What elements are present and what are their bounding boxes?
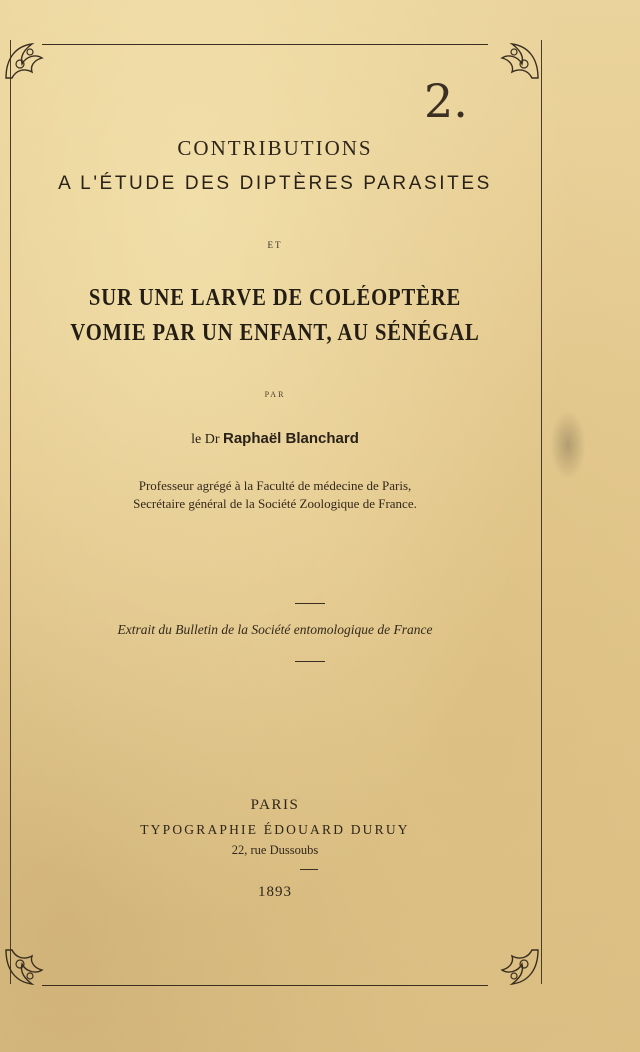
separator-rule-2 <box>295 661 325 662</box>
top-rule <box>42 44 488 45</box>
corner-ornament-bottom-left-icon <box>2 944 48 990</box>
paper-stain <box>550 410 586 480</box>
author-line <box>10 430 540 448</box>
affiliation-line-2: Secrétaire général de la Société Zoologique de France. <box>133 496 417 511</box>
author-name: Raphaël Blanchard <box>223 430 359 447</box>
affiliation-line-1: Professeur agrégé à la Faculté de médecine de Paris, <box>138 478 412 493</box>
title-line-4: VOMIE PAR UN ENFANT, AU SÉNÉGAL <box>70 320 480 346</box>
imprint-address: 22, rue Dussoubs <box>231 843 319 857</box>
bottom-rule <box>42 985 488 986</box>
author-prefix: le Dr <box>191 432 220 447</box>
corner-ornament-bottom-right-icon <box>496 944 542 990</box>
imprint-year: 1893 <box>258 884 292 900</box>
separator-rule <box>295 603 325 604</box>
corner-ornament-top-right-icon <box>496 38 542 84</box>
title-conjunction: ET <box>267 240 283 250</box>
extract-note: Extrait du Bulletin de la Société entomologique de France <box>117 622 433 637</box>
corner-ornament-top-left-icon <box>2 38 48 84</box>
title-line-1: CONTRIBUTIONS <box>177 136 373 160</box>
title-line-3: SUR UNE LARVE DE COLÉOPTÈRE <box>88 285 462 311</box>
by-label: PAR <box>264 390 286 399</box>
imprint-city: PARIS <box>250 797 300 813</box>
imprint-printer: TYPOGRAPHIE ÉDOUARD DURUY <box>140 822 410 837</box>
separator-rule-3 <box>300 869 318 870</box>
page-number: 2. <box>424 74 468 128</box>
title-line-2: A L'ÉTUDE DES DIPTÈRES PARASITES <box>58 173 492 194</box>
